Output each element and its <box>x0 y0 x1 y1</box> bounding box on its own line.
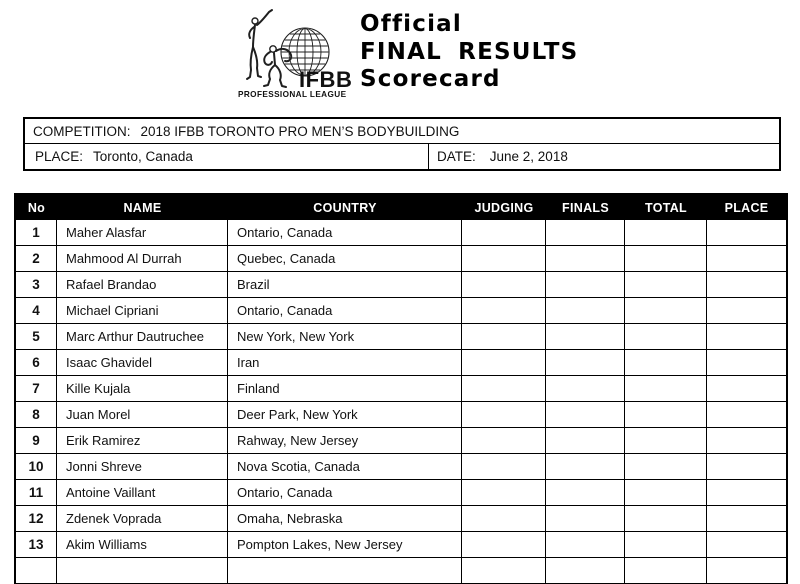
row-number-cell: 13 <box>16 532 57 557</box>
place-value: Toronto, Canada <box>93 149 193 164</box>
row-number-cell: 9 <box>16 428 57 453</box>
row-number-cell: 7 <box>16 376 57 401</box>
table-row <box>16 220 786 246</box>
place-score-cell <box>707 402 786 427</box>
finals-cell <box>546 428 625 453</box>
row-number-cell: 4 <box>16 298 57 323</box>
total-cell <box>625 454 707 479</box>
total-cell <box>625 350 707 375</box>
finals-cell <box>546 532 625 557</box>
place-cell <box>25 144 429 169</box>
athlete-name-cell: Marc Arthur Dautruchee <box>57 324 228 349</box>
header-place: PLACE <box>724 200 769 215</box>
table-row <box>16 428 786 454</box>
table-row <box>16 246 786 272</box>
table-header-row <box>16 195 786 220</box>
judging-cell <box>462 350 546 375</box>
athlete-name-cell: Antoine Vaillant <box>57 480 228 505</box>
finals-cell <box>546 506 625 531</box>
title-line-scorecard: Scorecard <box>360 66 501 92</box>
place-score-cell <box>707 480 786 505</box>
total-cell <box>625 402 707 427</box>
athlete-name-cell: Maher Alasfar <box>57 220 228 245</box>
finals-cell <box>546 402 625 427</box>
row-number-cell: 8 <box>16 402 57 427</box>
place-label: PLACE: <box>35 149 84 164</box>
finals-cell <box>546 480 625 505</box>
place-score-cell <box>707 506 786 531</box>
total-cell <box>625 506 707 531</box>
place-score-cell <box>707 428 786 453</box>
total-cell <box>625 480 707 505</box>
table-row-partial <box>16 558 786 584</box>
table-row <box>16 350 786 376</box>
table-row <box>16 298 786 324</box>
judging-cell <box>462 272 546 297</box>
country-cell: Ontario, Canada <box>228 220 462 245</box>
date-value: June 2, 2018 <box>489 149 568 164</box>
competition-value: 2018 IFBB TORONTO PRO MEN’S BODYBUILDING <box>140 123 460 139</box>
place-score-cell <box>707 350 786 375</box>
finals-cell <box>546 220 625 245</box>
country-cell: Omaha, Nebraska <box>228 506 462 531</box>
place-date-row <box>25 144 779 169</box>
row-number-cell: 12 <box>16 506 57 531</box>
place-score-cell <box>707 298 786 323</box>
table-row <box>16 506 786 532</box>
athlete-name-cell: Erik Ramirez <box>57 428 228 453</box>
competition-info-box <box>23 117 781 171</box>
judging-cell <box>462 402 546 427</box>
header-no: No <box>27 200 46 215</box>
total-cell <box>625 376 707 401</box>
row-number-cell: 1 <box>16 220 57 245</box>
total-cell <box>625 428 707 453</box>
results-table <box>14 193 788 584</box>
table-row <box>16 272 786 298</box>
posing-figures-icon <box>247 10 291 87</box>
judging-cell <box>462 220 546 245</box>
country-cell: Rahway, New Jersey <box>228 428 462 453</box>
judging-cell <box>462 324 546 349</box>
judging-cell <box>462 246 546 271</box>
judging-cell <box>462 376 546 401</box>
finals-cell <box>546 376 625 401</box>
athlete-name-cell: Isaac Ghavidel <box>57 350 228 375</box>
country-cell: Pompton Lakes, New Jersey <box>228 532 462 557</box>
date-label: DATE: <box>437 149 476 164</box>
table-row <box>16 324 786 350</box>
place-score-cell <box>707 246 786 271</box>
judging-cell <box>462 532 546 557</box>
competition-row <box>25 119 779 144</box>
ifbb-logo-graphic <box>237 7 362 103</box>
athlete-name-cell: Jonni Shreve <box>57 454 228 479</box>
table-row <box>16 532 786 558</box>
header-judging: JUDGING <box>474 200 534 215</box>
header-total: TOTAL <box>644 200 687 215</box>
finals-cell <box>546 350 625 375</box>
country-cell: Ontario, Canada <box>228 298 462 323</box>
total-cell <box>625 220 707 245</box>
place-score-cell <box>707 376 786 401</box>
total-cell <box>625 324 707 349</box>
athlete-name-cell: Juan Morel <box>57 402 228 427</box>
table-row <box>16 402 786 428</box>
row-number-cell: 5 <box>16 324 57 349</box>
finals-cell <box>546 298 625 323</box>
country-cell: Finland <box>228 376 462 401</box>
title-line-final-results: FINAL RESULTS <box>360 38 579 65</box>
country-cell: Brazil <box>228 272 462 297</box>
total-cell <box>625 532 707 557</box>
athlete-name-cell: Mahmood Al Durrah <box>57 246 228 271</box>
country-cell: Ontario, Canada <box>228 480 462 505</box>
total-cell <box>625 298 707 323</box>
place-score-cell <box>707 272 786 297</box>
finals-cell <box>546 272 625 297</box>
row-number-cell: 3 <box>16 272 57 297</box>
row-number-cell: 10 <box>16 454 57 479</box>
header-name: NAME <box>123 200 162 215</box>
place-score-cell <box>707 324 786 349</box>
ifbb-logo <box>237 7 362 103</box>
title-line-official: Official <box>360 11 462 37</box>
finals-cell <box>546 324 625 349</box>
place-score-cell <box>707 454 786 479</box>
date-cell <box>429 144 779 169</box>
row-number-cell: 2 <box>16 246 57 271</box>
table-row <box>16 454 786 480</box>
country-cell: Iran <box>228 350 462 375</box>
logo-league-text: PROFESSIONAL LEAGUE <box>238 90 347 99</box>
country-cell: New York, New York <box>228 324 462 349</box>
country-cell: Deer Park, New York <box>228 402 462 427</box>
header-country: COUNTRY <box>313 200 377 215</box>
athlete-name-cell: Zdenek Voprada <box>57 506 228 531</box>
finals-cell <box>546 454 625 479</box>
athlete-name-cell: Kille Kujala <box>57 376 228 401</box>
document-title <box>360 11 578 94</box>
table-row <box>16 376 786 402</box>
judging-cell <box>462 298 546 323</box>
athlete-name-cell: Michael Cipriani <box>57 298 228 323</box>
athlete-name-cell: Rafael Brandao <box>57 272 228 297</box>
table-row <box>16 480 786 506</box>
finals-cell <box>546 246 625 271</box>
judging-cell <box>462 480 546 505</box>
row-number-cell: 6 <box>16 350 57 375</box>
total-cell <box>625 246 707 271</box>
total-cell <box>625 272 707 297</box>
header-finals: FINALS <box>562 200 609 215</box>
judging-cell <box>462 428 546 453</box>
country-cell: Quebec, Canada <box>228 246 462 271</box>
table-body <box>16 220 786 558</box>
place-score-cell <box>707 220 786 245</box>
logo-ifbb-text: IFBB <box>299 67 353 92</box>
judging-cell <box>462 506 546 531</box>
competition-label: COMPETITION: <box>33 123 131 139</box>
judging-cell <box>462 454 546 479</box>
country-cell: Nova Scotia, Canada <box>228 454 462 479</box>
place-score-cell <box>707 532 786 557</box>
row-number-cell: 11 <box>16 480 57 505</box>
athlete-name-cell: Akim Williams <box>57 532 228 557</box>
